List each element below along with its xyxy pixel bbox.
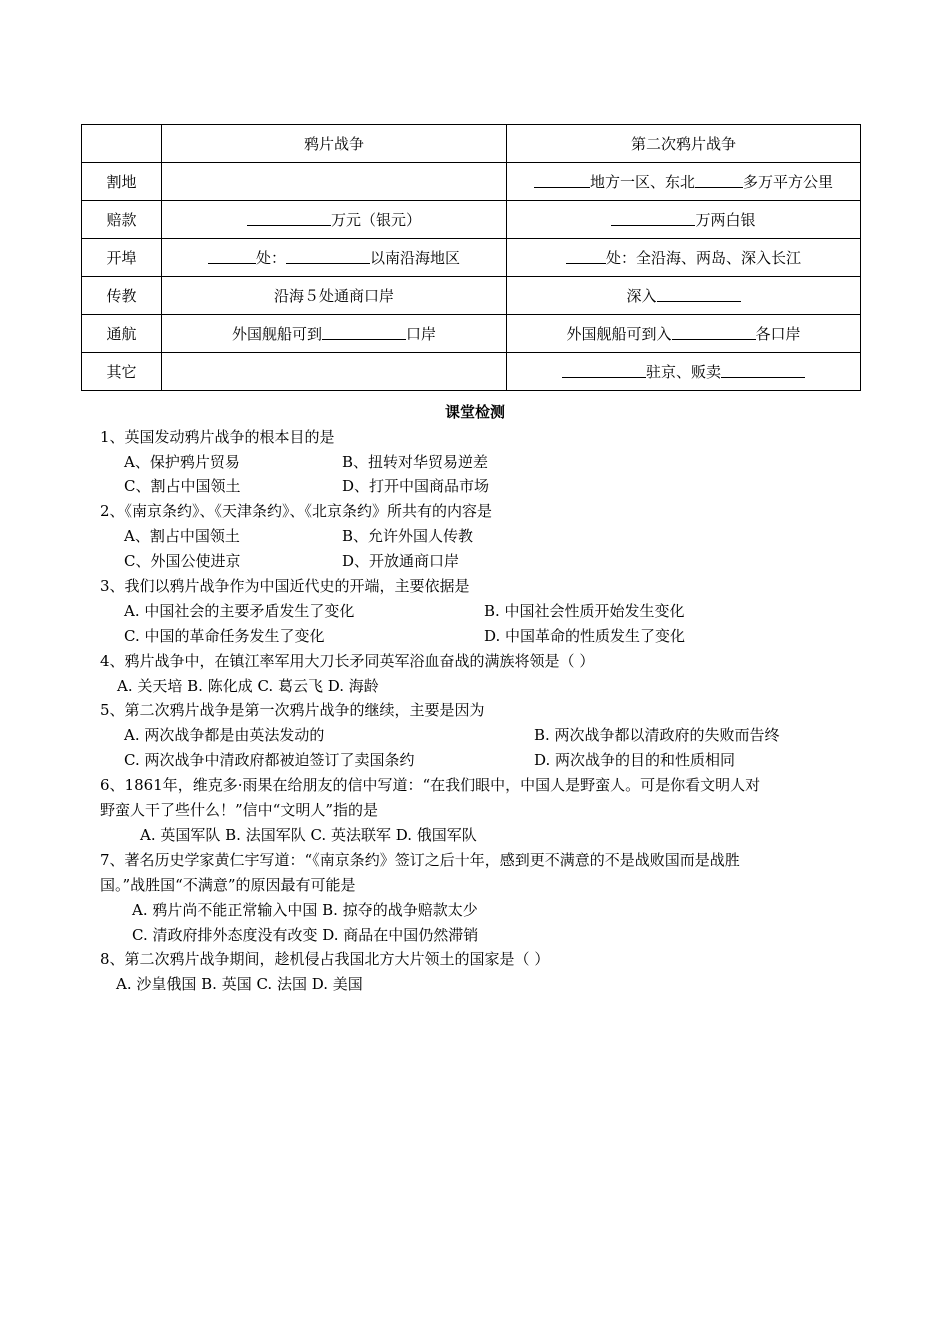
table-row-missionary: [82, 277, 861, 315]
table-row-other: [82, 353, 861, 391]
question-7: 7、著名历史学家黄仁宇写道：“《南京条约》签订之后十年，感到更不满意的不是战败国而是战胜: [100, 851, 740, 869]
row-label: 割地: [82, 163, 162, 201]
question-6-line2: 野蛮人干了些什么！”信中“文明人”指的是: [100, 801, 379, 819]
options-7-line1[interactable]: A. 鸦片尚不能正常输入中国 B. 掠夺的战争赔款太少: [132, 901, 478, 919]
fill-blank[interactable]: [721, 362, 805, 378]
row-label: 其它: [82, 353, 162, 391]
options-4[interactable]: A. 关天培 B. 陈化成 C. 葛云飞 D. 海龄: [117, 677, 379, 695]
option-2a[interactable]: A、割占中国领土: [124, 527, 240, 545]
question-7-line2: 国。”战胜国“不满意”的原因最有可能是: [100, 876, 356, 894]
option-3c[interactable]: C. 中国的革命任务发生了变化: [124, 627, 325, 645]
option-1d[interactable]: D、打开中国商品市场: [342, 477, 490, 495]
table-row-navigation: [82, 315, 861, 353]
header-cell-opium-war: 鸦片战争: [162, 125, 507, 163]
question-4: 4、鸦片战争中，在镇江率军用大刀长矛同英军浴血奋战的满族将领是（ ）: [100, 652, 595, 670]
fill-blank[interactable]: [208, 248, 256, 264]
fill-blank[interactable]: [562, 362, 646, 378]
question-5: 5、第二次鸦片战争是第一次鸦片战争的继续，主要是因为: [100, 701, 485, 719]
option-5c[interactable]: C. 两次战争中清政府都被迫签订了卖国条约: [124, 751, 415, 769]
header-cell-empty: [82, 125, 162, 163]
cell-second-opium-war: 驻京、贩卖: [507, 353, 861, 391]
cell-second-opium-war: 万两白银: [507, 201, 861, 239]
option-1a[interactable]: A、保护鸦片贸易: [124, 453, 240, 471]
fill-blank[interactable]: [322, 324, 406, 340]
section-title: 课堂检测: [444, 403, 505, 421]
row-label: 赔款: [82, 201, 162, 239]
row-label: 开埠: [82, 239, 162, 277]
cell-opium-war: 处： 以南沿海地区: [162, 239, 507, 277]
row-label: 传教: [82, 277, 162, 315]
cell-opium-war: 万元（银元）: [162, 201, 507, 239]
option-3a[interactable]: A. 中国社会的主要矛盾发生了变化: [124, 602, 355, 620]
option-3b[interactable]: B. 中国社会性质开始发生变化: [484, 602, 685, 620]
option-2b[interactable]: B、允许外国人传教: [342, 527, 474, 545]
options-8[interactable]: A. 沙皇俄国 B. 英国 C. 法国 D. 美国: [116, 975, 363, 993]
fill-blank[interactable]: [611, 210, 695, 226]
options-6[interactable]: A. 英国军队 B. 法国军队 C. 英法联军 D. 俄国军队: [140, 826, 477, 844]
cell-opium-war: 外国舰船可到 口岸: [162, 315, 507, 353]
table-row-ports: [82, 239, 861, 277]
option-5d[interactable]: D. 两次战争的目的和性质相同: [534, 751, 736, 769]
option-2d[interactable]: D、开放通商口岸: [342, 552, 460, 570]
fill-blank[interactable]: [286, 248, 370, 264]
option-2c[interactable]: C、外国公使进京: [124, 552, 241, 570]
table-header-row: [82, 125, 861, 163]
header-cell-second-opium-war: 第二次鸦片战争: [507, 125, 861, 163]
fill-blank[interactable]: [534, 172, 590, 188]
cell-opium-war: [162, 353, 507, 391]
question-8: 8、第二次鸦片战争期间，趁机侵占我国北方大片领土的国家是（ ）: [100, 950, 550, 968]
cell-second-opium-war: 深入: [507, 277, 861, 315]
fill-blank[interactable]: [695, 172, 743, 188]
comparison-table: [81, 124, 861, 391]
cell-second-opium-war: 处：全沿海、两岛、深入长江: [507, 239, 861, 277]
fill-blank[interactable]: [672, 324, 756, 340]
question-3: 3、我们以鸦片战争作为中国近代史的开端，主要依据是: [100, 577, 470, 595]
option-1c[interactable]: C、割占中国领土: [124, 477, 241, 495]
table-row-cession: [82, 163, 861, 201]
question-2: 2、《南京条约》、《天津条约》、《北京条约》所共有的内容是: [100, 502, 493, 520]
cell-second-opium-war: 外国舰船可到入 各口岸: [507, 315, 861, 353]
fill-blank[interactable]: [566, 248, 606, 264]
cell-second-opium-war: 地方一区、东北 多万平方公里: [507, 163, 861, 201]
option-5b[interactable]: B. 两次战争都以清政府的失败而告终: [534, 726, 780, 744]
row-label: 通航: [82, 315, 162, 353]
cell-opium-war: [162, 163, 507, 201]
cell-opium-war: 沿海５处通商口岸: [162, 277, 507, 315]
option-5a[interactable]: A. 两次战争都是由英法发动的: [124, 726, 325, 744]
fill-blank[interactable]: [247, 210, 331, 226]
options-7-line2[interactable]: C. 清政府排外态度没有改变 D. 商品在中国仍然滞销: [132, 926, 479, 944]
option-3d[interactable]: D. 中国革命的性质发生了变化: [484, 627, 686, 645]
option-1b[interactable]: B、扭转对华贸易逆差: [342, 453, 489, 471]
fill-blank[interactable]: [657, 286, 741, 302]
table-row-indemnity: [82, 201, 861, 239]
question-6: 6、1861年，维克多·雨果在给朋友的信中写道：“在我们眼中，中国人是野蛮人。可是你看文明人对: [100, 776, 761, 794]
question-1: 1、英国发动鸦片战争的根本目的是: [100, 428, 335, 446]
